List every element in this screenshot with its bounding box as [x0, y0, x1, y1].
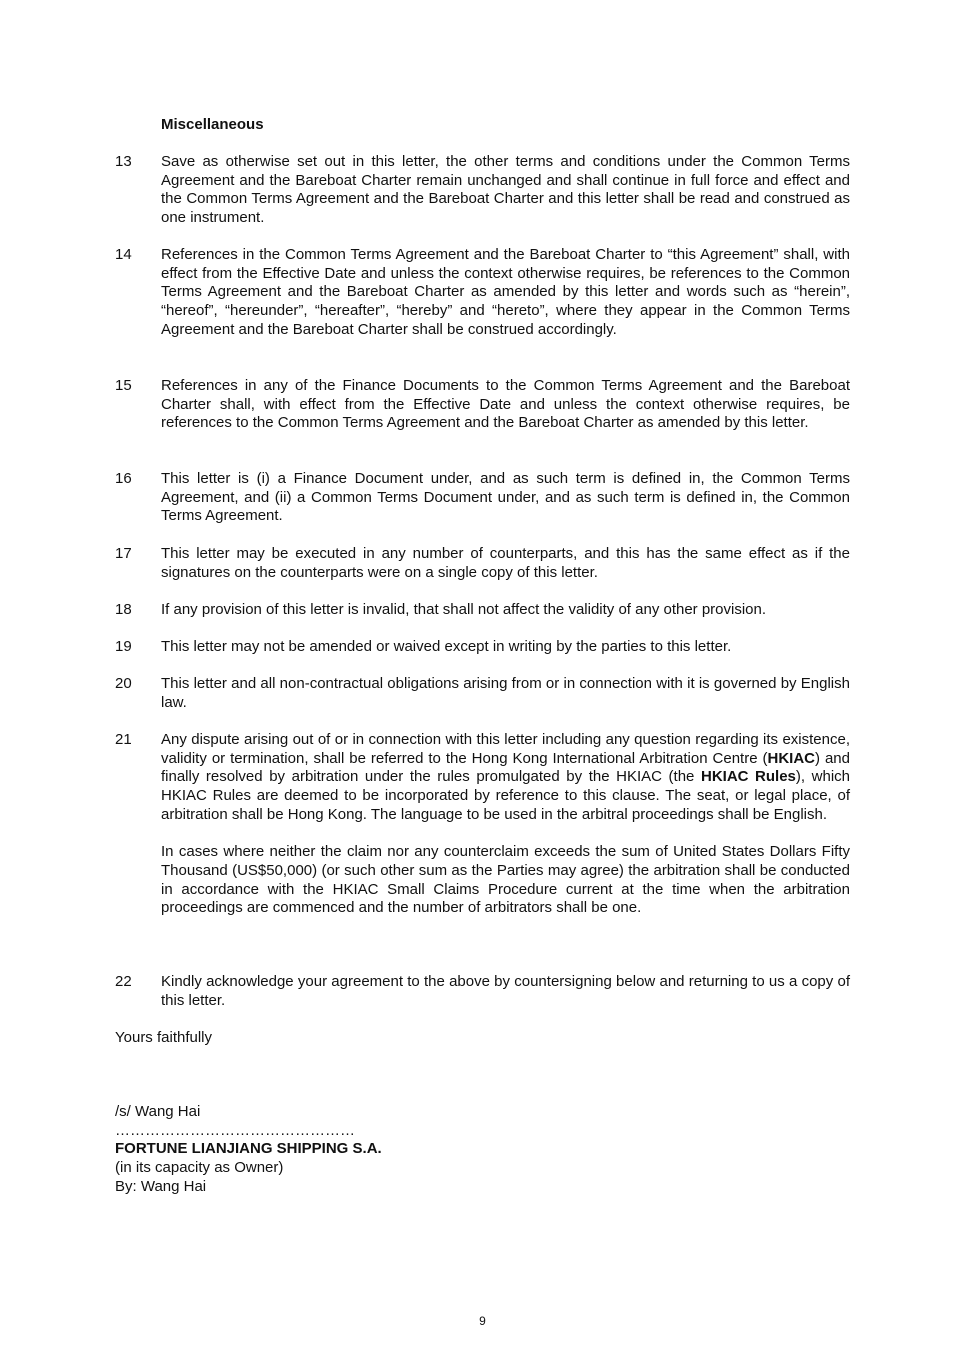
clause-number: 22	[115, 973, 132, 990]
clause-text: This letter may not be amended or waived except in writing by the parties to this letter.	[161, 638, 732, 655]
defined-term-hkiac: HKIAC	[767, 749, 815, 767]
clause-text: This letter may be executed in any number of counterparts, and this has the same effect as if the signatures on the counterparts were on a single copy of this letter.	[161, 545, 850, 581]
clause-14	[115, 246, 850, 340]
clause-text: This letter is (i) a Finance Document under, and as such term is defined in, the Common Terms Agreement, and (ii) a Common Terms Document under, and as such term is defined in, the Common Terms Agreement.	[161, 470, 850, 525]
clause-20	[115, 675, 850, 712]
clause-text: This letter and all non-contractual obligations arising from or in connection with it is governed by English law.	[161, 675, 850, 711]
clause-number: 14	[115, 246, 132, 263]
clause-17	[115, 545, 850, 582]
signature-block	[115, 1103, 382, 1197]
clause-text: References in any of the Finance Documents to the Common Terms Agreement and the Bareboat Charter shall, with effect from the Effective Date and unless the context otherwise requires, be references to the Common Terms Agreement and the Bareboat Charter as amended by this letter.	[161, 377, 850, 432]
clause-number: 15	[115, 377, 132, 394]
clause-number: 19	[115, 638, 132, 655]
clause-text: References in the Common Terms Agreement and the Bareboat Charter to “this Agreement” shall, with effect from the Effective Date and unless the context otherwise requires, be references to the Common Terms Agreement and the Bareboat Charter as amended by this letter and words such as “herein”, “hereof”, “hereunder”, “hereafter”, “hereby” and “hereto”, where they appear in the Common Terms Agreement and the Bareboat Charter shall be construed accordingly.	[161, 246, 850, 338]
clause-text-paragraph-2: In cases where neither the claim nor any counterclaim exceeds the sum of United States Dollars Fifty Thousand (US$50,000) (or such other sum as the Parties may agree) the arbitration shall be conducted in accordance with the HKIAC Small Claims Procedure current at the time when the arbitration proceedings are commenced and the number of arbitrators shall be one.	[161, 843, 850, 917]
page-number: 9	[479, 1314, 486, 1328]
defined-term-hkiac-rules: HKIAC Rules	[700, 768, 796, 786]
clause-text-part: ), which HKIAC Rules are deemed to be incorporated by reference to this clause. The seat, or legal place, of arbitration shall be Hong Kong. The language to be used in the arbitral proceedings shall be English.	[161, 768, 850, 823]
clause-text: If any provision of this letter is invalid, that shall not affect the validity of any other provision.	[161, 601, 767, 618]
signature-dots: …………………………………………	[115, 1121, 355, 1139]
clause-16	[115, 470, 850, 526]
clause-19	[115, 638, 850, 657]
capacity: (in its capacity as Owner)	[115, 1159, 284, 1177]
clause-text: Kindly acknowledge your agreement to the above by countersigning below and returning to us a copy of this letter.	[161, 973, 850, 1009]
clause-number: 20	[115, 675, 132, 692]
clause-number: 16	[115, 470, 132, 487]
signature-line: /s/ Wang Hai	[115, 1103, 201, 1120]
clause-text-part: ) and finally resolved by arbitration under the rules promulgated by the HKIAC (the	[161, 749, 850, 786]
clause-13	[115, 153, 850, 228]
clause-15	[115, 377, 850, 433]
signatory: By: Wang Hai	[115, 1177, 207, 1195]
closing-salutation: Yours faithfully	[115, 1029, 213, 1046]
clause-number: 17	[115, 545, 132, 562]
clause-18	[115, 601, 850, 620]
clause-text-part: Any dispute arising out of or in connection with this letter including any question regarding its existence, validity or termination, shall be referred to the Hong Kong International Arbitration Centre (	[161, 731, 850, 767]
company-name: FORTUNE LIANJIANG SHIPPING S.A.	[115, 1140, 382, 1158]
clause-number: 21	[115, 731, 132, 748]
clause-text	[161, 731, 850, 825]
clause-text: Save as otherwise set out in this letter, the other terms and conditions under the Common Terms Agreement and the Bareboat Charter remain unchanged and shall continue in full force and effect and the Common Terms Agreement and the Bareboat Charter and this letter shall be read and construed as one instrument.	[161, 153, 850, 227]
section-heading: Miscellaneous	[161, 116, 264, 133]
clause-22	[115, 973, 850, 1010]
clause-number: 18	[115, 601, 132, 618]
clause-21	[115, 731, 850, 918]
clause-number: 13	[115, 153, 132, 170]
